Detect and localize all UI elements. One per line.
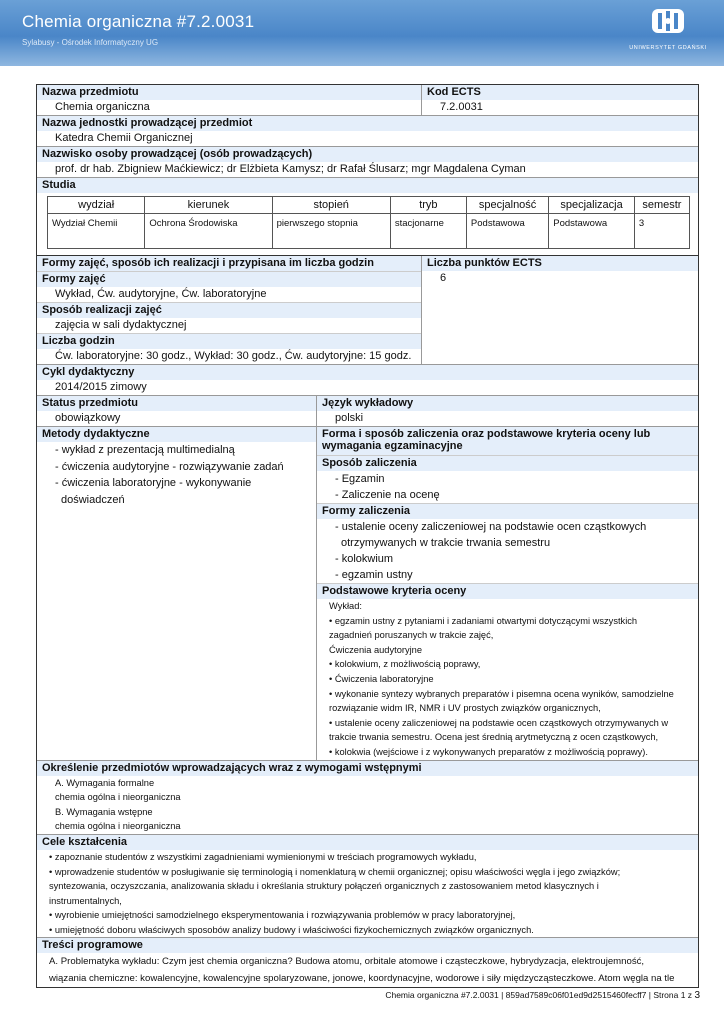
teachers-label: Nazwisko osoby prowadzącej (osób prowadzących) — [37, 147, 698, 162]
content-label: Treści programowe — [37, 938, 698, 953]
studies-header-cell: specjalizacja — [549, 197, 635, 214]
prereq-item: A. Wymagania formalne — [55, 777, 155, 788]
page-subtitle: Sylabusy - Ośrodek Informatyczny UG — [22, 38, 159, 47]
footer-page-count: 3 — [694, 990, 700, 1001]
studies-header-cell: specjalność — [466, 197, 548, 214]
studies-cell: Wydział Chemii — [48, 214, 145, 249]
cycle-label: Cykl dydaktyczny — [37, 365, 698, 380]
assessment-method-label: Sposób zaliczenia — [317, 455, 698, 471]
goals-label: Cele kształcenia — [37, 835, 698, 850]
ects-points: 6 — [440, 272, 447, 284]
page-footer — [385, 990, 700, 1001]
cycle-value: 2014/2015 zimowy — [55, 381, 147, 393]
status-language-row — [37, 395, 698, 426]
university-logo — [626, 7, 710, 51]
criteria-line: • wykonanie syntezy wybranych preparatów i pisemna ocena wyników, samodzielne — [329, 688, 674, 699]
criteria-line: • ustalenie oceny zaliczeniowej na podstawie ocen cząstkowych otrzymywanych w — [329, 717, 669, 728]
goal-line: • zapoznanie studentów z wszystkimi zagadnieniami wymienionymi w treściach programowych wykładu, — [49, 851, 477, 862]
studies-cell: pierwszego stopnia — [272, 214, 390, 249]
methods-label: Metody dydaktyczne — [37, 427, 316, 442]
status-value: obowiązkowy — [55, 412, 121, 424]
unit-label: Nazwa jednostki prowadzącej przedmiot — [37, 116, 698, 131]
teachers-row — [37, 146, 698, 177]
criteria-line: Wykład: — [329, 601, 362, 611]
criteria-line: • kolokwium, z możliwością poprawy, — [329, 659, 481, 670]
language-value: polski — [335, 412, 364, 424]
assessment-label: Forma i sposób zaliczenia oraz podstawowe kryteria oceny lub wymagania egzaminacyjne — [317, 427, 698, 455]
studies-header-cell: semestr — [634, 197, 689, 214]
hours-value: Ćw. laboratoryjne: 30 godz., Wykład: 30 godz., Ćw. audytoryjne: 15 godz. — [55, 350, 412, 362]
logo-text: UNIWERSYTET GDAŃSKI — [629, 45, 707, 51]
classes-value: Wykład, Ćw. audytoryjne, Ćw. laboratoryjne — [55, 288, 267, 300]
prereq-item: B. Wymagania wstępne — [55, 806, 153, 817]
assessment-form-item: - kolokwium — [335, 553, 394, 565]
unit-value: Katedra Chemii Organicznej — [55, 132, 193, 144]
content-line: A. Problematyka wykładu: Czym jest chemia organiczna? Budowa atomu, orbitale atomowe i cząsteczkowe, hybrydyzacja, elektroujemność, — [49, 956, 645, 968]
content-line: wiązania chemiczne: kowalencyjne, kowalencyjne spolaryzowane, jonowe, koordynacyjne, wodorowe i siły międzycząsteczkowe. Atom węgla na tle — [49, 973, 675, 985]
course-name: Chemia organiczna — [55, 101, 150, 113]
criteria-line: rozwiązanie widm IR, NMR i UV prostych związków organicznych, — [329, 703, 601, 714]
method-value: zajęcia w sali dydaktycznej — [55, 319, 187, 331]
prereq-item: chemia ogólna i nieorganiczna — [55, 821, 181, 832]
assessment-method-item: - Egzamin — [335, 473, 385, 485]
studies-header-cell: wydział — [48, 197, 145, 214]
hours-label: Liczba godzin — [37, 333, 421, 349]
ects-code-label: Kod ECTS — [422, 85, 698, 100]
cycle-row — [37, 364, 698, 395]
forms-title: Formy zajęć, sposób ich realizacji i przypisana im liczba godzin — [37, 256, 421, 271]
methods-assessment-row — [37, 426, 698, 760]
content-row — [37, 937, 698, 987]
criteria-line: • egzamin ustny z pytaniami i zadaniami otwartymi dotyczącymi wszystkich — [329, 615, 638, 626]
method-item: - ćwiczenia audytoryjne - rozwiązywanie zadań — [55, 460, 284, 473]
studies-cell: Ochrona Środowiska — [145, 214, 272, 249]
studies-cell: stacjonarne — [390, 214, 466, 249]
studies-label: Studia — [37, 178, 698, 193]
studies-header-cell: kierunek — [145, 197, 272, 214]
course-name-row — [37, 85, 698, 115]
page-header — [0, 0, 724, 66]
studies-row — [37, 177, 698, 249]
method-item: - ćwiczenia laboratoryjne - wykonywanie — [55, 477, 252, 489]
goal-line: syntezowania, oczyszczania, analizowania składu i określania struktury połączeń organicznych z zastosowaniem metod klasycznych i — [49, 881, 599, 892]
criteria-line: trakcie trwania semestru. Ocena jest średnią arytmetyczną z ocen cząstkowych, — [329, 732, 659, 743]
goals-row — [37, 834, 698, 938]
criteria-line: • Ćwiczenia laboratoryjne — [329, 673, 434, 684]
studies-table — [47, 196, 690, 249]
goal-line: • wyrobienie umiejętności samodzielnego eksperymentowania i rozwiązywania problemów w pracy laboratoryjnej, — [49, 910, 516, 921]
studies-header-cell: tryb — [390, 197, 466, 214]
ects-code: 7.2.0031 — [440, 101, 483, 113]
assessment-form-item: - ustalenie oceny zaliczeniowej na podstawie ocen cząstkowych — [335, 521, 647, 533]
assessment-forms-label: Formy zaliczenia — [317, 503, 698, 519]
forms-row — [37, 255, 698, 364]
method-item: doświadczeń — [61, 493, 125, 506]
prereq-label: Określenie przedmiotów wprowadzających wraz z wymogami wstępnymi — [37, 761, 698, 776]
goal-line: • wprowadzenie studentów w posługiwanie się terminologią i nomenklaturą w chemii organicznej; opisu właściwości węgla i jego związków; — [49, 866, 621, 877]
footer-text: Chemia organiczna #7.2.0031 | 859ad7589c06f01ed9d2515460fecff7 | Strona 1 z — [385, 990, 693, 1000]
unit-row — [37, 115, 698, 146]
page-title: Chemia organiczna #7.2.0031 — [22, 12, 255, 31]
studies-cell: 3 — [634, 214, 689, 249]
classes-label: Formy zajęć — [37, 271, 421, 287]
syllabus-form — [36, 84, 699, 988]
assessment-method-item: - Zaliczenie na ocenę — [335, 489, 440, 501]
studies-header-cell: stopień — [272, 197, 390, 214]
goal-line: instrumentalnych, — [49, 895, 122, 906]
studies-cell: Podstawowa — [466, 214, 548, 249]
teachers-value: prof. dr hab. Zbigniew Maćkiewicz; dr Elżbieta Kamysz; dr Rafał Ślusarz; mgr Magdalena Cyman — [55, 163, 526, 175]
status-label: Status przedmiotu — [37, 396, 316, 411]
assessment-form-item: otrzymywanych w trakcie trwania semestru — [341, 537, 551, 549]
criteria-label: Podstawowe kryteria oceny — [317, 583, 698, 599]
criteria-line: Ćwiczenia audytoryjne — [329, 644, 423, 655]
prereq-item: chemia ogólna i nieorganiczna — [55, 792, 181, 803]
ects-points-label: Liczba punktów ECTS — [422, 256, 698, 271]
university-emblem-icon — [649, 7, 687, 35]
method-label: Sposób realizacji zajęć — [37, 302, 421, 318]
method-item: - wykład z prezentacją multimedialną — [55, 444, 235, 456]
language-label: Język wykładowy — [317, 396, 698, 411]
studies-cell: Podstawowa — [549, 214, 635, 249]
course-name-label: Nazwa przedmiotu — [37, 85, 421, 100]
criteria-line: zagadnień poruszanych w trakcie zajęć, — [329, 630, 494, 641]
prereq-row — [37, 760, 698, 834]
assessment-form-item: - egzamin ustny — [335, 569, 413, 581]
goal-line: • umiejętność doboru właściwych sposobów analizy budowy i właściwości fizykochemicznych związków organicznych. — [49, 924, 534, 935]
criteria-line: • kolokwia (wejściowe i z wykonywanych preparatów z możliwością poprawy). — [329, 746, 648, 757]
